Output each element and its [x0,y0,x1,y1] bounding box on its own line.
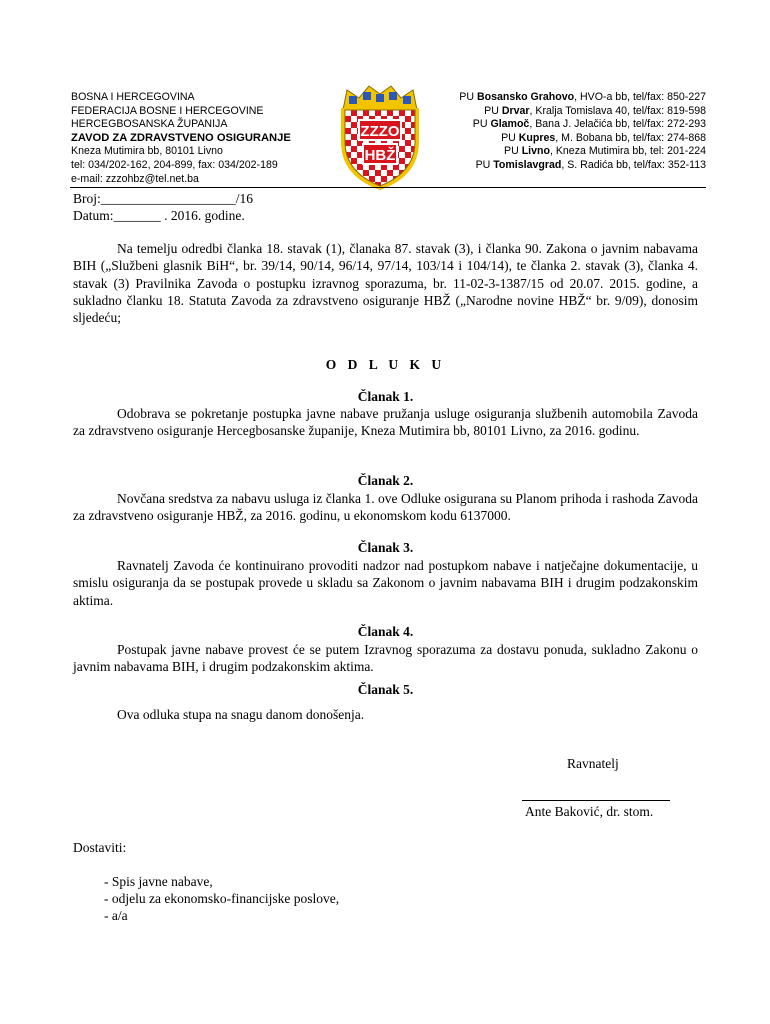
article-5-title: Članak 5. [357,682,414,697]
list-item: - Spis javne nabave, [104,874,213,889]
signature-role: Ravnatelj [567,756,619,771]
delivery-list [104,873,339,924]
office-city: Bosansko Grahovo [476,91,575,103]
office-line [406,105,706,119]
list-item: - odjelu za ekonomsko-financijske poslove, [104,891,340,906]
institution-header [71,91,341,186]
office-prefix: PU [475,158,494,171]
institution-email: e-mail: zzzohbz@tel.net.ba [71,172,199,185]
office-details: , Bana J. Jelačića bb, tel/fax: 272-293 [529,118,706,131]
logo-text-zzzo: ZZZO [360,123,400,140]
office-prefix: PU [472,118,491,131]
office-details: , M. Bobana bb, tel/fax: 274-868 [555,131,706,144]
office-line [406,118,706,132]
article-1-text: Odobrava se pokretanje postupka javne nabave pružanja usluge osiguranja službenih automobila Zavoda za zdravstveno osiguranje Hercegbosanske županije, Kneza Mutimira bb, 80101 Livno, za 2016. godinu. [73,406,698,439]
federation-line: FEDERACIJA BOSNE I HERCEGOVINE [71,104,264,117]
document-number: Broj:____________________/16 [73,191,254,206]
office-city: Tomislavgrad [493,158,562,171]
delivery-label: Dostaviti: [73,840,127,855]
office-details: , Kneza Mutimira bb, tel: 201-224 [549,145,706,158]
logo-text-hbz: HBŽ [364,147,396,164]
office-city: Glamoč [490,118,530,131]
county-line: HERCEGBOSANSKA ŽUPANIJA [71,118,228,131]
institution-phone: tel: 034/202-162, 204-899, fax: 034/202-189 [71,158,278,171]
article-1-title: Članak 1. [357,389,414,404]
office-line [406,91,706,105]
branch-offices-list [406,91,706,173]
signature-line [522,800,670,801]
office-prefix: PU [484,104,502,117]
header-divider [70,187,706,188]
office-prefix: PU [501,131,519,144]
office-city: Kupres [518,131,556,144]
office-city: Drvar [501,104,530,117]
article-4-title: Članak 4. [357,624,414,639]
article-5-text: Ova odluka stupa na snagu danom donošenja. [117,707,365,722]
office-line [406,159,706,173]
office-city: Livno [521,145,550,158]
office-details: , Kralja Tomislava 40, tel/fax: 819-598 [529,104,706,117]
document-date: Datum:_______ . 2016. godine. [73,208,245,223]
office-details: , HVO-a bb, tel/fax: 850-227 [574,91,706,103]
office-line [406,132,706,146]
signature-name: Ante Baković, dr. stom. [525,804,654,819]
article-3-title: Članak 3. [357,540,414,555]
office-prefix: PU [459,91,477,103]
decision-title: O D L U K U [325,357,446,372]
article-2-title: Članak 2. [357,473,414,488]
article-2-text: Novčana sredstva za nabavu usluga iz članka 1. ove Odluke osigurana su Planom prihoda i rashoda Zavoda za zdravstveno osiguranje HBŽ, za 2016. godinu, u ekonomskom kodu 6137000. [73,491,698,524]
preamble-paragraph: Na temelju odredbi članka 18. stavak (1), članaka 87. stavak (3), i članka 90. Zakona o javnim nabavama BIH („Službeni glasnik BiH“, br. 39/14, 90/14, 96/14, 97/14, 103/14 i 104/14), te članka 2. stavak (3), članka 4. stavak (3) Pravilnika Zavoda o postupku izravnog sporazuma, br. 11-02-3-1387/15 od 20.07. 2015. godine, a sukladno članku 18. Statuta Zavoda za zdravstveno osiguranje HBŽ („Narodne novine HBŽ“ br. 9/09), donosim sljedeću; [73,241,698,326]
institution-name: ZAVOD ZA ZDRAVSTVENO OSIGURANJE [71,131,291,144]
institution-address: Kneza Mutimira bb, 80101 Livno [71,145,223,158]
country-line: BOSNA I HERCEGOVINA [71,91,195,103]
list-item: - a/a [104,908,128,923]
article-4-text: Postupak javne nabave provest će se putem Izravnog sporazuma za dostavu ponuda, sukladno Zakonu o javnim nabavama BIH, i drugim podzakonskim aktima. [73,642,698,675]
office-prefix: PU [504,145,522,158]
article-3-text: Ravnatelj Zavoda će kontinuirano provoditi nadzor nad postupkom nabave i natječajne dokumentacije, u smislu osiguranja da se postupak provede u skladu sa Zakonom o javnim nabavama BIH i drugim podzakonskim aktima. [73,558,698,608]
office-line [406,145,706,159]
office-details: , S. Radića bb, tel/fax: 352-113 [561,158,706,171]
